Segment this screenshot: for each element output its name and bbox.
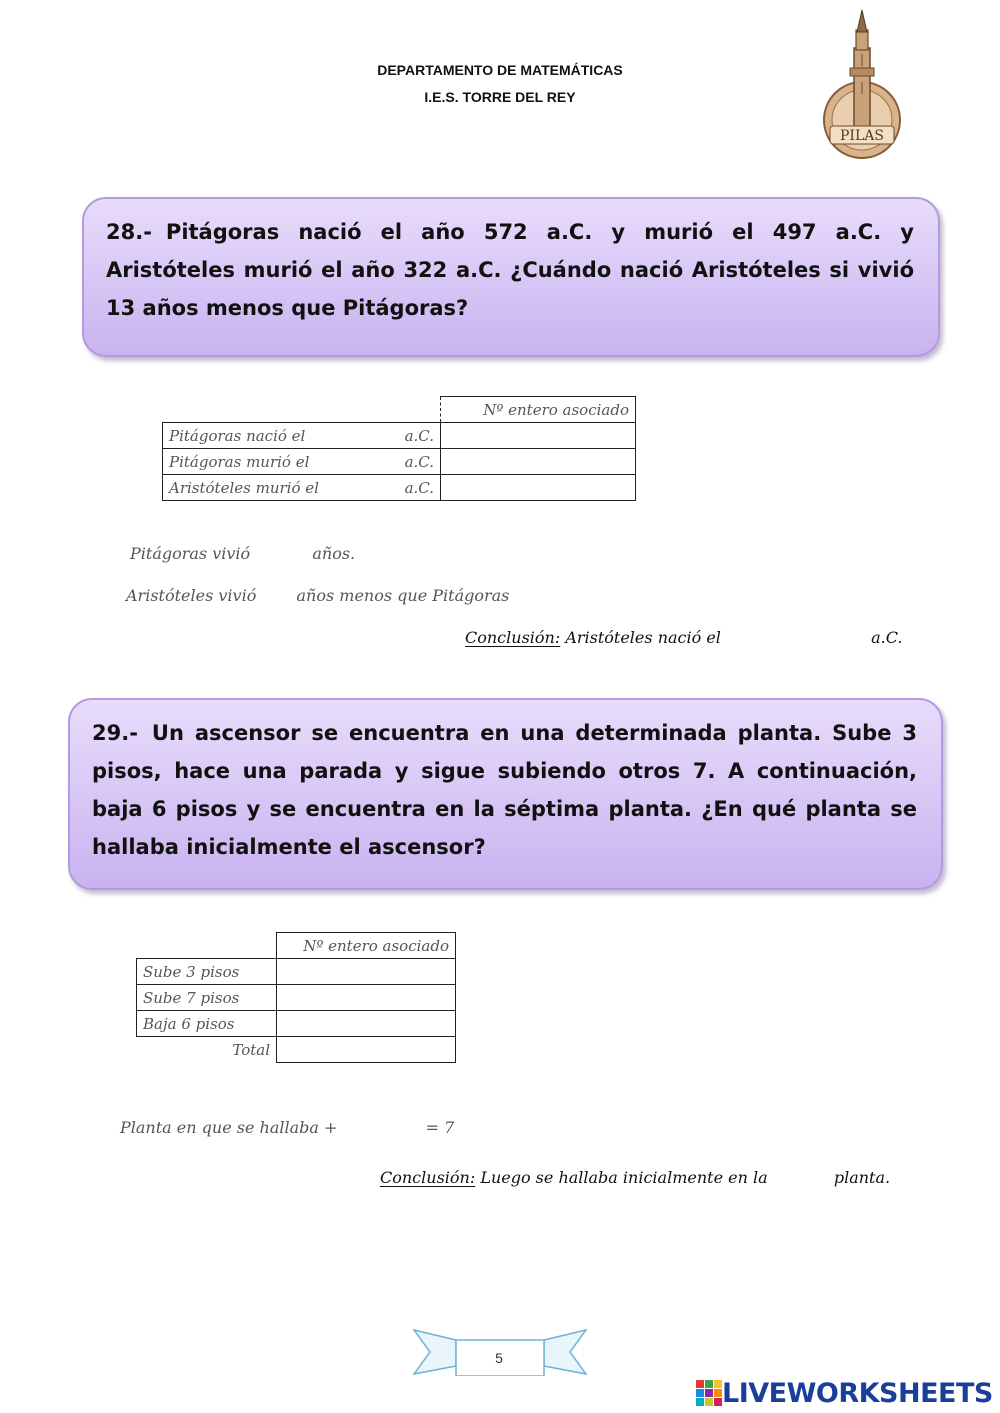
conclusion-29 — [380, 1168, 890, 1187]
row-label: Pitágoras murió el — [169, 452, 310, 471]
problem-28-statement: Pitágoras nació el año 572 a.C. y murió el 497 a.C. y Aristóteles murió el año 322 a.C. ¿Cuándo nació Aristóteles si vivió 13 años menos que Pitágoras? — [106, 220, 914, 320]
row-label: Sube 3 pisos — [137, 959, 277, 985]
brand-name: LIVEWORKSHEETS — [722, 1377, 993, 1409]
conclusion-28 — [465, 628, 903, 647]
school-name: I.E.S. TORRE DEL REY — [424, 89, 576, 105]
conclusion-text: Aristóteles nació el — [565, 628, 721, 647]
row-suffix: a.C. — [404, 478, 434, 497]
answer-cell[interactable] — [441, 449, 636, 475]
answer-cell[interactable] — [277, 1011, 456, 1037]
row-suffix: a.C. — [404, 452, 434, 471]
equation-result: = 7 — [425, 1118, 455, 1137]
less-label: Aristóteles vivió — [126, 586, 257, 605]
liveworksheets-brand[interactable] — [696, 1376, 993, 1410]
logo-text: PILAS — [840, 128, 884, 144]
problem-29-statement: Un ascensor se encuentra en una determinada planta. Sube 3 pisos, hace una parada y sigue subiendo otros 7. A continuación, baja 6 pisos y se encuentra en la séptima planta. ¿En qué planta se hallaba inicialmente el ascensor? — [92, 721, 917, 859]
table-row — [137, 959, 456, 985]
answer-cell[interactable] — [277, 959, 456, 985]
liveworksheets-logo-icon — [696, 1380, 722, 1406]
equation-label: Planta en que se hallaba + — [120, 1118, 338, 1137]
problem-29-box — [68, 698, 943, 890]
equation-line — [120, 1118, 454, 1137]
table-header-row — [137, 933, 456, 959]
department-title: DEPARTAMENTO DE MATEMÁTICAS — [377, 62, 623, 78]
answer-cell[interactable] — [441, 475, 636, 501]
row-suffix: a.C. — [404, 426, 434, 445]
row-label: Pitágoras nació el — [169, 426, 306, 445]
less-unit: años menos que Pitágoras — [296, 586, 510, 605]
table-row — [137, 985, 456, 1011]
table-header-row — [163, 397, 636, 423]
total-label: Total — [232, 1040, 270, 1059]
answer-cell[interactable] — [441, 423, 636, 449]
problem-28-table — [162, 396, 636, 501]
lived-line — [130, 544, 355, 563]
table-row — [137, 1011, 456, 1037]
conclusion-text: Luego se hallaba inicialmente en la — [480, 1168, 768, 1187]
less-line — [126, 586, 509, 605]
page-number: 5 — [495, 1350, 503, 1366]
row-label: Aristóteles murió el — [169, 478, 319, 497]
table-row — [163, 423, 636, 449]
problem-28-box — [82, 197, 940, 357]
row-label: Baja 6 pisos — [137, 1011, 277, 1037]
row-label: Sube 7 pisos — [137, 985, 277, 1011]
total-answer-cell[interactable] — [277, 1037, 456, 1063]
table-row — [163, 449, 636, 475]
problem-29-table — [136, 932, 456, 1063]
conclusion-label: Conclusión: — [465, 628, 561, 647]
lived-label: Pitágoras vivió — [130, 544, 251, 563]
column-header: Nº entero asociado — [277, 933, 456, 959]
problem-29-number: 29.- — [92, 721, 138, 745]
conclusion-label: Conclusión: — [380, 1168, 476, 1187]
lived-unit: años. — [312, 544, 356, 563]
table-total-row — [137, 1037, 456, 1063]
table-row — [163, 475, 636, 501]
problem-28-number: 28.- — [106, 220, 152, 244]
answer-cell[interactable] — [277, 985, 456, 1011]
conclusion-unit: planta. — [833, 1168, 891, 1187]
tower-seal-icon — [812, 8, 912, 160]
conclusion-unit: a.C. — [871, 628, 903, 647]
column-header: Nº entero asociado — [441, 397, 636, 423]
